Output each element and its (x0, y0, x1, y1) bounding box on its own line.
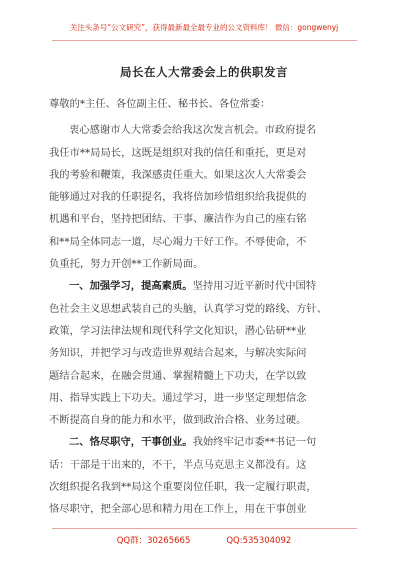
document-body (49, 93, 361, 521)
section-2-heading: 二、恪尽职守，干事创业。 (69, 436, 193, 449)
section-2-first-line (49, 431, 361, 453)
intro-line: 负重托，努力开创**工作新局面。 (49, 258, 204, 271)
footer-divider (52, 528, 357, 529)
section-1-line: 务知识，并把学习与改造世界观结合起来，与解决实际问 (49, 347, 307, 360)
section-1-first-line-text: 坚持用习近平新时代中国特 (192, 280, 317, 293)
intro-line: 能够通过对我的任职提名，我将倍加珍惜组织给我提供的 (49, 191, 307, 204)
document-title: 局长在人大常委会上的供职发言 (120, 65, 288, 79)
section-1-line: 题结合起来，在融会贯通、掌握精髓上下功夫，在学以致 (49, 369, 307, 382)
intro-line: 和**局全体同志一道，尽心竭力干好工作。不辱使命，不 (49, 235, 307, 248)
section-1-line: 政策，学习法律法规和现代科学文化知识，潜心钻研**业 (49, 324, 307, 337)
section-2-line: 次组织提名我到**局这个重要岗位任职，我一定履行职责， (49, 481, 317, 494)
intro-line: 我任市**局局长，这既是组织对我的信任和重托，更是对 (49, 146, 307, 159)
section-1-heading: 一、加强学习，提高素质。 (69, 280, 193, 293)
footer-qq: QQ:535304092 (226, 536, 292, 546)
intro-line: 机遇和平台，坚持把团结、干事、廉洁作为自己的座右铭 (49, 213, 307, 226)
section-2-line: 话：干部是干出来的，不干，半点马克思主义都没有。这 (49, 458, 307, 471)
section-1-first-line (49, 275, 361, 297)
header-divider (52, 40, 357, 41)
footer-qq-group: QQ群：30265665 (116, 536, 191, 546)
section-2-line: 恪尽职守，把全部心思和精力用在工作上，用在干事创业 (49, 503, 307, 516)
section-1-line: 不断提高自身的能力和水平，做到政治合格、业务过硬。 (49, 414, 307, 427)
section-2-first-line-text: 我始终牢记市委**书记一句 (192, 436, 317, 449)
intro-line: 我的考验和鞭策，我深感责任重大。如果这次人大常委会 (49, 168, 307, 181)
salutation: 尊敬的*主任、各位副主任、秘书长、各位常委： (49, 98, 271, 110)
section-1-line: 色社会主义思想武装自己的头脑，认真学习党的路线、方针、 (49, 302, 328, 315)
footer-contact (0, 534, 408, 546)
section-1-line: 用、指导实践上下功夫。通过学习，进一步坚定理想信念 (49, 391, 307, 404)
header-promo-note: 关注头条号“公文研究”，获得最新最全最专业的公文资料库！ 微信：gongwenyj (69, 23, 339, 32)
intro-line: 衷心感谢市人大常委会给我这次发言机会。市政府提名 (69, 124, 317, 137)
